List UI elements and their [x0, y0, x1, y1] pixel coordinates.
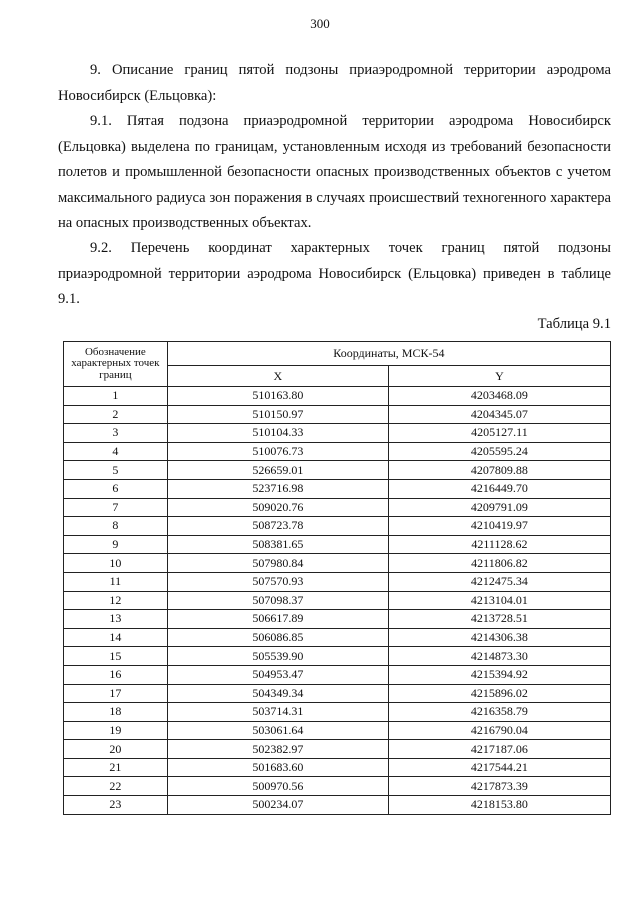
x-coordinate-cell: 523716.98 — [167, 479, 388, 498]
point-number-cell: 8 — [64, 517, 168, 536]
table-row — [64, 703, 611, 722]
y-coordinate-cell: 4217187.06 — [388, 740, 610, 759]
x-coordinate-cell: 508723.78 — [167, 517, 388, 536]
point-number-cell: 7 — [64, 498, 168, 517]
table-row — [64, 387, 611, 406]
y-coordinate-cell: 4210419.97 — [388, 517, 610, 536]
table-row — [64, 665, 611, 684]
table-row — [64, 740, 611, 759]
point-number-cell: 20 — [64, 740, 168, 759]
y-coordinate-cell: 4205127.11 — [388, 424, 610, 443]
x-coordinate-cell: 500970.56 — [167, 777, 388, 796]
table-row — [64, 777, 611, 796]
section-heading-paragraph: 9. Описание границ пятой подзоны приаэродромной территории аэродрома Новосибирск (Ельцовка): — [58, 62, 611, 104]
table-caption: Таблица 9.1 — [537, 316, 611, 332]
y-coordinate-cell: 4211128.62 — [388, 535, 610, 554]
point-number-cell: 15 — [64, 647, 168, 666]
point-number-cell: 21 — [64, 758, 168, 777]
table-reference-paragraph: 9.2. Перечень координат характерных точек границ пятой подзоны приаэродромной территории аэродрома Новосибирск (Ельцовка) приведен в таблице 9.1. — [58, 240, 611, 307]
x-coordinate-cell: 526659.01 — [167, 461, 388, 480]
table-row — [64, 684, 611, 703]
table-row — [64, 796, 611, 815]
table-row — [64, 479, 611, 498]
point-number-cell: 2 — [64, 405, 168, 424]
header-coordinates: Координаты, МСК-54 — [167, 342, 610, 366]
point-number-cell: 17 — [64, 684, 168, 703]
header-x: X — [167, 366, 388, 387]
y-coordinate-cell: 4205595.24 — [388, 442, 610, 461]
y-coordinate-cell: 4212475.34 — [388, 572, 610, 591]
x-coordinate-cell: 507570.93 — [167, 572, 388, 591]
point-number-cell: 5 — [64, 461, 168, 480]
x-coordinate-cell: 503061.64 — [167, 721, 388, 740]
table-row — [64, 758, 611, 777]
y-coordinate-cell: 4216358.79 — [388, 703, 610, 722]
y-coordinate-cell: 4218153.80 — [388, 796, 610, 815]
table-row — [64, 610, 611, 629]
point-number-cell: 12 — [64, 591, 168, 610]
table-row — [64, 591, 611, 610]
y-coordinate-cell: 4215896.02 — [388, 684, 610, 703]
y-coordinate-cell: 4215394.92 — [388, 665, 610, 684]
y-coordinate-cell: 4207809.88 — [388, 461, 610, 480]
y-coordinate-cell: 4213728.51 — [388, 610, 610, 629]
x-coordinate-cell: 504349.34 — [167, 684, 388, 703]
x-coordinate-cell: 508381.65 — [167, 535, 388, 554]
table-row — [64, 554, 611, 573]
x-coordinate-cell: 510076.73 — [167, 442, 388, 461]
x-coordinate-cell: 502382.97 — [167, 740, 388, 759]
point-number-cell: 19 — [64, 721, 168, 740]
point-number-cell: 23 — [64, 796, 168, 815]
x-coordinate-cell: 507098.37 — [167, 591, 388, 610]
x-coordinate-cell: 510104.33 — [167, 424, 388, 443]
x-coordinate-cell: 510150.97 — [167, 405, 388, 424]
x-coordinate-cell: 510163.80 — [167, 387, 388, 406]
y-coordinate-cell: 4204345.07 — [388, 405, 610, 424]
coordinates-table — [63, 341, 611, 815]
point-number-cell: 13 — [64, 610, 168, 629]
point-number-cell: 9 — [64, 535, 168, 554]
x-coordinate-cell: 506086.85 — [167, 628, 388, 647]
y-coordinate-cell: 4209791.09 — [388, 498, 610, 517]
y-coordinate-cell: 4213104.01 — [388, 591, 610, 610]
table-row — [64, 535, 611, 554]
point-number-cell: 22 — [64, 777, 168, 796]
y-coordinate-cell: 4217544.21 — [388, 758, 610, 777]
table-row — [64, 517, 611, 536]
header-point-designation: Обозначение характерных точек границ — [64, 342, 168, 387]
point-number-cell: 16 — [64, 665, 168, 684]
table-row — [64, 628, 611, 647]
x-coordinate-cell: 505539.90 — [167, 647, 388, 666]
table-row — [64, 647, 611, 666]
x-coordinate-cell: 501683.60 — [167, 758, 388, 777]
y-coordinate-cell: 4217873.39 — [388, 777, 610, 796]
table-row — [64, 424, 611, 443]
y-coordinate-cell: 4214306.38 — [388, 628, 610, 647]
x-coordinate-cell: 509020.76 — [167, 498, 388, 517]
table-row — [64, 442, 611, 461]
y-coordinate-cell: 4203468.09 — [388, 387, 610, 406]
y-coordinate-cell: 4214873.30 — [388, 647, 610, 666]
table-row — [64, 405, 611, 424]
table-body — [64, 387, 611, 815]
point-number-cell: 1 — [64, 387, 168, 406]
description-paragraph: 9.1. Пятая подзона приаэродромной территории аэродрома Новосибирск (Ельцовка) выделена по границам, установленным исходя из требований безопасности полетов и промышленной безопасности опасных производственных объектов с учетом максимального радиуса зон поражения в случаях происшествий техногенного характера на опасных производственных объектах. — [58, 113, 611, 231]
point-number-cell: 10 — [64, 554, 168, 573]
header-y: Y — [388, 366, 610, 387]
page-number: 300 — [310, 16, 330, 31]
point-number-cell: 3 — [64, 424, 168, 443]
point-number-cell: 6 — [64, 479, 168, 498]
y-coordinate-cell: 4216449.70 — [388, 479, 610, 498]
y-coordinate-cell: 4216790.04 — [388, 721, 610, 740]
point-number-cell: 18 — [64, 703, 168, 722]
x-coordinate-cell: 504953.47 — [167, 665, 388, 684]
table-row — [64, 498, 611, 517]
x-coordinate-cell: 503714.31 — [167, 703, 388, 722]
x-coordinate-cell: 500234.07 — [167, 796, 388, 815]
point-number-cell: 11 — [64, 572, 168, 591]
table-row — [64, 721, 611, 740]
point-number-cell: 4 — [64, 442, 168, 461]
point-number-cell: 14 — [64, 628, 168, 647]
table-row — [64, 461, 611, 480]
table-row — [64, 572, 611, 591]
x-coordinate-cell: 506617.89 — [167, 610, 388, 629]
x-coordinate-cell: 507980.84 — [167, 554, 388, 573]
y-coordinate-cell: 4211806.82 — [388, 554, 610, 573]
